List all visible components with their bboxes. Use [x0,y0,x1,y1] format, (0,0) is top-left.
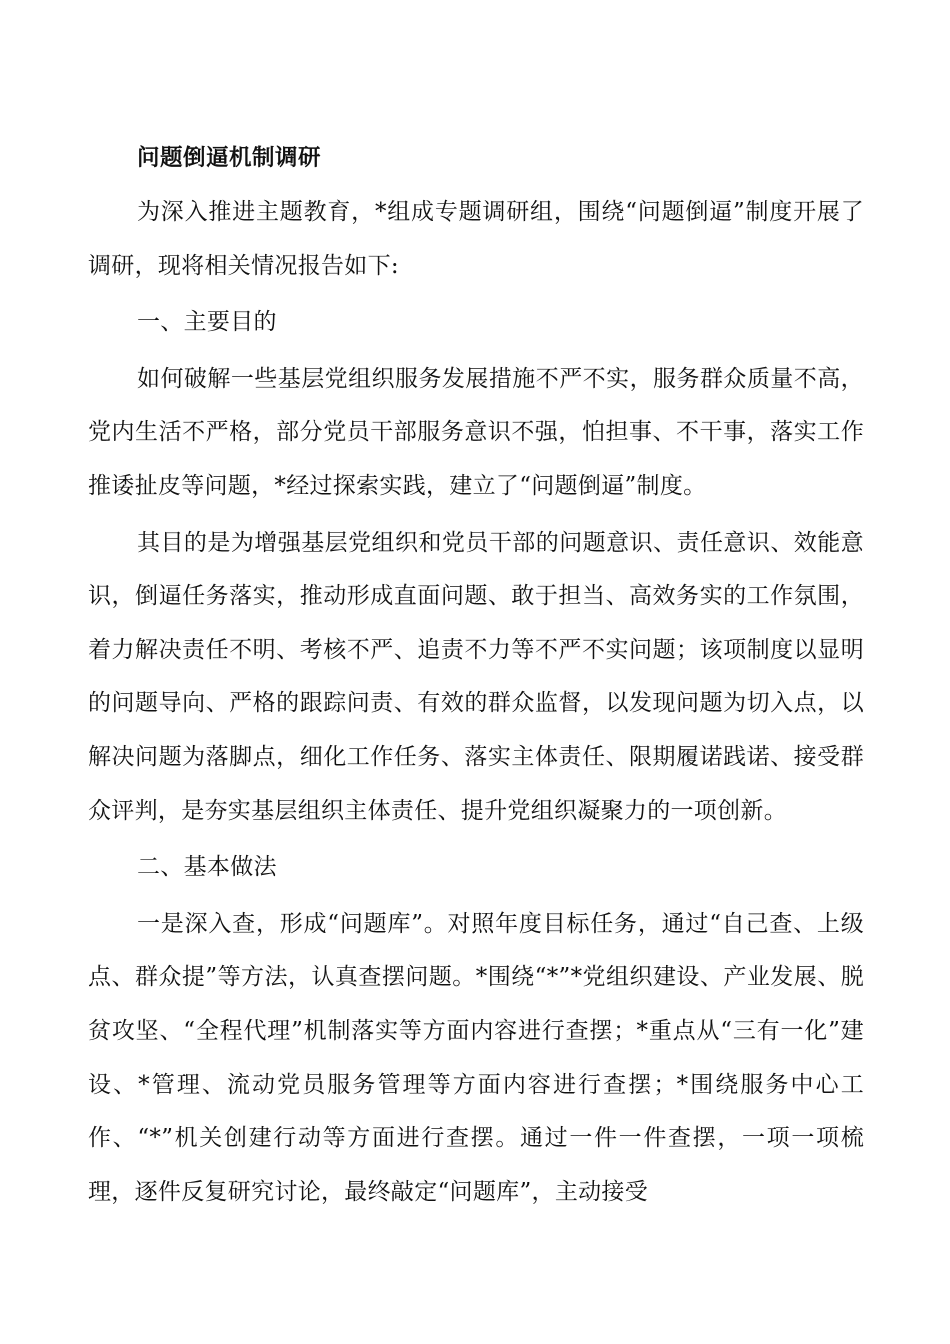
section-heading-purpose: 一、主要目的 [137,309,277,336]
methods-paragraph-1: 一是深入查，形成“问题库”。对照年度目标任务，通过“自己查、上级点、群众提”等方法，认真查摆问题。*围绕“*”*党组织建设、产业发展、脱贫攻坚、“全程代理”机制落实等方面内容进行查摆；*重点从“三有一化”建设、*管理、流动党员服务管理等方面内容进行查摆；*围绕服务中心工作、“*”机关创建行动等方面进行查摆。通过一件一件查摆，一项一项梳理，逐件反复研究讨论，最终敲定“问题库”，主动接受 [88,910,864,1205]
intro-paragraph: 为深入推进主题教育，*组成专题调研组，围绕“问题倒逼”制度开展了调研，现将相关情况报告如下: [88,199,864,279]
document-title: 问题倒逼机制调研 [137,145,322,171]
purpose-paragraph-2: 其目的是为增强基层党组织和党员干部的问题意识、责任意识、效能意识，倒逼任务落实，推动形成直面问题、敢于担当、高效务实的工作氛围，着力解决责任不明、考核不严、追责不力等不严不实问题；该项制度以显明的问题导向、严格的跟踪问责、有效的群众监督，以发现问题为切入点，以解决问题为落脚点，细化工作任务、落实主体责任、限期履诺践诺、接受群众评判，是夯实基层组织主体责任、提升党组织凝聚力的一项创新。 [88,529,864,824]
document-page [88,130,864,1219]
purpose-paragraph-1: 如何破解一些基层党组织服务发展措施不严不实，服务群众质量不高，党内生活不严格，部分党员干部服务意识不强，怕担事、不干事，落实工作推诿扯皮等问题，*经过探索实践，建立了“问题倒逼”制度。 [88,365,864,499]
section-heading-methods: 二、基本做法 [137,854,277,881]
